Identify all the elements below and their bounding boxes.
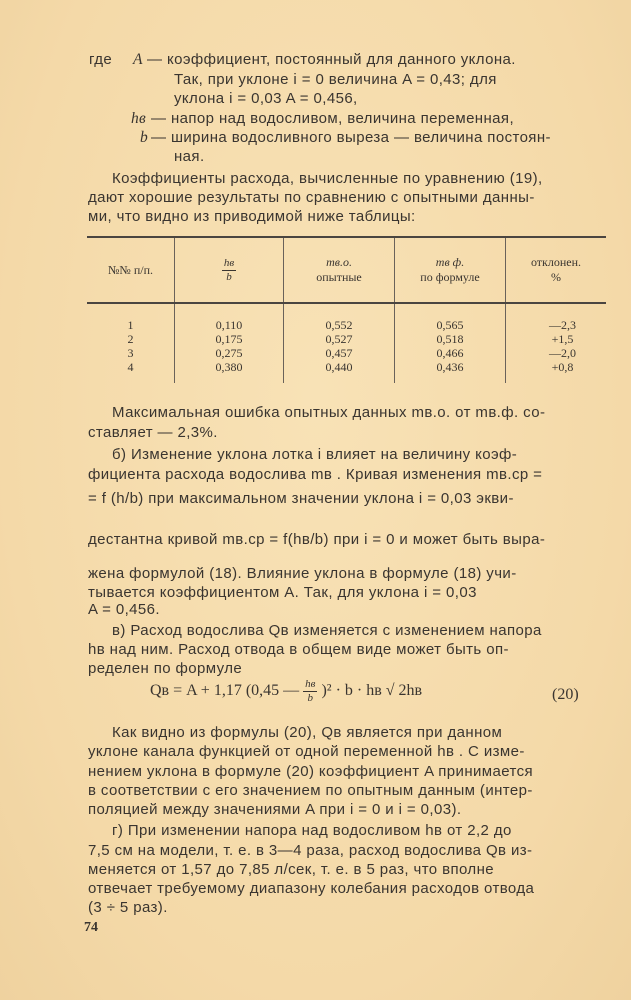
para-b-line: б) Изменение уклона лотка i влияет на величину коэф-: [112, 446, 518, 463]
column-hb-ratio: 0,110 0,175 0,275 0,380: [175, 303, 284, 383]
para-g-line: меняется от 1,57 до 7,85 л/сек, т. е. в 5 раз, что вполне: [88, 861, 494, 878]
para3-line: Как видно из формулы (20), Qв является при данном: [112, 724, 503, 741]
coefficients-table: [87, 236, 606, 383]
header-hb-ratio: [175, 237, 284, 303]
column-by-formula: 0,565 0,518 0,466 0,436: [395, 303, 506, 383]
column-row-number: 1 2 3 4: [127, 318, 134, 374]
definition-A-line1: — коэффициент, постоянный для данного уклона.: [147, 51, 516, 68]
header-row-number: №№ п/п.: [87, 237, 175, 303]
table-row: [87, 303, 606, 383]
para3-line: поляцией между значениями A при i = 0 и i = 0,03).: [88, 801, 462, 818]
para-g-line: отвечает требуемому диапазону колебания расходов отвода: [88, 880, 535, 897]
para2-line: ставляет — 2,3%.: [88, 424, 218, 441]
para-v-line: hв над ним. Расход отвода в общем виде может быть оп-: [88, 641, 509, 658]
definition-A-line3: уклона i = 0,03 A = 0,456,: [174, 90, 358, 107]
para-g-line: г) При изменении напора над водосливом hв от 2,2 до: [112, 822, 512, 839]
table-header-row: [87, 237, 606, 303]
formula-fraction: $\frac{hв}{b}$: [305, 678, 316, 704]
para1-line: ми, что видно из приводимой ниже таблицы:: [88, 208, 416, 225]
para-b-line: A = 0,456.: [88, 601, 160, 618]
para-v-line: ределен по формуле: [88, 660, 243, 677]
para-b-line: жена формулой (18). Влияние уклона в формуле (18) учи-: [88, 565, 517, 582]
symbol-b: b: [140, 129, 148, 146]
header-by-formula: mв ф. по формуле: [395, 237, 506, 303]
equation-number: (20): [552, 686, 579, 703]
para-b-line: фициента расхода водослива mв . Кривая изменения mв.ср =: [88, 466, 543, 483]
para-v-line: в) Расход водослива Qв изменяется с изменением напора: [112, 622, 542, 639]
para-b-line: тывается коэффициентом A. Так, для уклона i = 0,03: [88, 584, 477, 601]
header-experimental: mв.о. опытные: [284, 237, 395, 303]
para3-line: нением уклона в формуле (20) коэффициент A принимается: [88, 763, 534, 780]
page-number: 74: [84, 920, 98, 935]
definition-b-line2: ная.: [174, 148, 205, 165]
symbol-h: hв: [131, 110, 146, 127]
para2-line: Максимальная ошибка опытных данных mв.о. от mв.ф. со-: [112, 404, 546, 421]
header-deviation: отклонен. %: [506, 237, 607, 303]
definition-h: — напор над водосливом, величина переменная,: [151, 110, 515, 127]
para-b-line: = f (h/b) при максимальном значении уклона i = 0,03 экви-: [88, 490, 514, 507]
formula-20: Qв = A + 1,17 (0,45 — $\frac{hв}{b}$ )² · b · hв √ 2hв: [150, 678, 423, 704]
definition-A-line2: Так, при уклоне i = 0 величина A = 0,43; для: [174, 71, 497, 88]
column-deviation: —2,3 +1,5 —2,0 +0,8: [506, 303, 607, 383]
definition-b-line1: — ширина водосливного выреза — величина постоян-: [151, 129, 551, 146]
para-b-line: дестантна кривой mв.ср = f(hв/b) при i = 0 и может быть выра-: [88, 531, 546, 548]
column-experimental: 0,552 0,527 0,457 0,440: [284, 303, 395, 383]
symbol-A: A: [133, 51, 143, 68]
para-g-line: (3 ÷ 5 раз).: [88, 899, 168, 916]
para3-line: уклоне канала функцией от одной переменной hв . С изме-: [88, 743, 525, 760]
para-g-line: 7,5 см на модели, т. е. в 3—4 раза, расход водослива Qв из-: [88, 842, 533, 859]
definitions-lead: где: [89, 51, 113, 68]
para1-line: Коэффициенты расхода, вычисленные по уравнению (19),: [112, 170, 543, 187]
hb-fraction: $\frac{hв}{b}$: [223, 256, 235, 283]
para3-line: в соответствии с его значением по опытным данным (интер-: [88, 782, 533, 799]
para1-line: дают хорошие результаты по сравнению с опытными данны-: [88, 189, 535, 206]
